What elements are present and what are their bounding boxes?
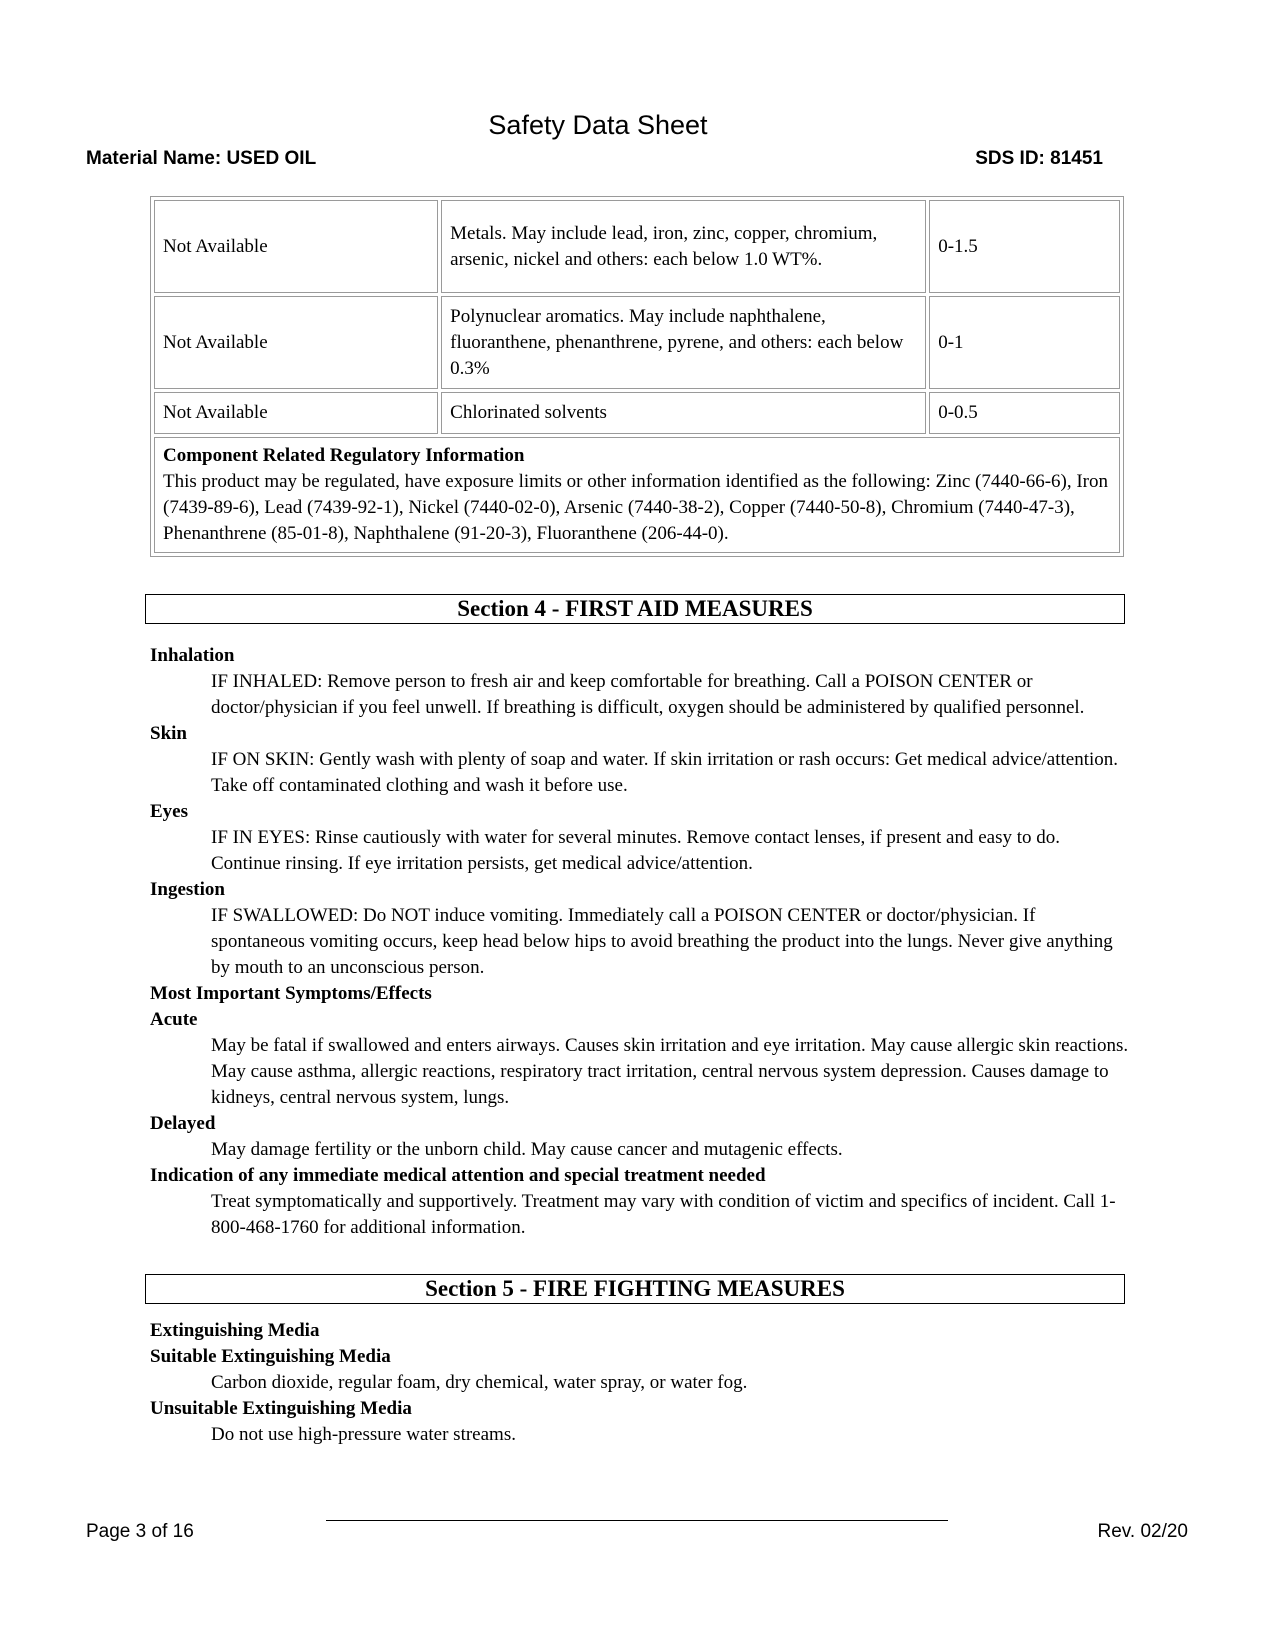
- inhalation-label: Inhalation: [150, 645, 235, 666]
- indication-text: Treat symptomatically and supportively. Treatment may vary with condition of victim and specifics of incident. Call 1-800-468-1760 for additional information.: [211, 1191, 1116, 1238]
- document-title: Safety Data Sheet: [488, 110, 708, 140]
- ingestion-text: IF SWALLOWED: Do NOT induce vomiting. Immediately call a POISON CENTER or doctor/physician. If spontaneous vomiting occurs, keep head below hips to avoid breathing the product into the lungs. Never give anything by mouth to an unconscious person.: [211, 905, 1113, 978]
- section-4-body: [150, 643, 1130, 1241]
- skin-text: IF ON SKIN: Gently wash with plenty of soap and water. If skin irritation or rash occurs: Get medical advice/attention. Take off contaminated clothing and wash it before use.: [211, 749, 1119, 796]
- inhalation-text: IF INHALED: Remove person to fresh air and keep comfortable for breathing. Call a POISON CENTER or doctor/physician if you feel unwell. If breathing is difficult, oxygen should be administered by qualified personnel.: [211, 671, 1085, 718]
- unsuitable-media-text: Do not use high-pressure water streams.: [211, 1424, 516, 1445]
- footer-divider: [326, 1520, 948, 1521]
- material-name: Material Name: USED OIL: [86, 148, 317, 169]
- eyes-text: IF IN EYES: Rinse cautiously with water for several minutes. Remove contact lenses, if present and easy to do. Continue rinsing. If eye irritation persists, get medical advice/attention.: [211, 827, 1060, 874]
- delayed-text: May damage fertility or the unborn child. May cause cancer and mutagenic effects.: [211, 1139, 843, 1160]
- percent-cell: 0-1: [929, 296, 1120, 389]
- suitable-media-text: Carbon dioxide, regular foam, dry chemical, water spray, or water fog.: [211, 1372, 748, 1393]
- page-number: Page 3 of 16: [86, 1521, 194, 1542]
- table-row: [154, 392, 1120, 434]
- table-row: [154, 437, 1120, 553]
- component-name-cell: Polynuclear aromatics. May include naphthalene, fluoranthene, phenanthrene, pyrene, and others: each below 0.3%: [441, 296, 926, 389]
- symptoms-label: Most Important Symptoms/Effects: [150, 983, 432, 1004]
- cas-cell: Not Available: [154, 296, 438, 389]
- acute-text: May be fatal if swallowed and enters airways. Causes skin irritation and eye irritation. May cause allergic skin reactions. May cause asthma, allergic reactions, respiratory tract irritation, central nervous system depression. Causes damage to kidneys, central nervous system, lungs.: [211, 1035, 1129, 1108]
- skin-label: Skin: [150, 723, 187, 744]
- regulatory-info-cell: [154, 437, 1120, 553]
- cas-cell: Not Available: [154, 200, 438, 293]
- component-name-cell: Metals. May include lead, iron, zinc, copper, chromium, arsenic, nickel and others: each below 1.0 WT%.: [441, 200, 926, 293]
- components-table: [150, 196, 1124, 557]
- acute-label: Acute: [150, 1009, 198, 1030]
- regulatory-info-text: This product may be regulated, have exposure limits or other information identified as the following: Zinc (7440-66-6), Iron (7439-89-6), Lead (7439-92-1), Nickel (7440-02-0), Arsenic (7440-38-2), Copper (7440-50-8), Chromium (7440-47-3), Phenanthrene (85-01-8), Naphthalene (91-20-3), Fluoranthene (206-44-0).: [163, 471, 1108, 544]
- eyes-label: Eyes: [150, 801, 188, 822]
- section-4-header: Section 4 - FIRST AID MEASURES: [145, 594, 1125, 624]
- revision-label: Rev. 02/20: [1097, 1521, 1188, 1542]
- section-5-body: [150, 1318, 1130, 1448]
- percent-cell: 0-1.5: [929, 200, 1120, 293]
- section-5-header: Section 5 - FIRE FIGHTING MEASURES: [145, 1274, 1125, 1304]
- cas-cell: Not Available: [154, 392, 438, 434]
- delayed-label: Delayed: [150, 1113, 216, 1134]
- ingestion-label: Ingestion: [150, 879, 225, 900]
- sds-id: SDS ID: 81451: [975, 148, 1103, 169]
- unsuitable-media-label: Unsuitable Extinguishing Media: [150, 1398, 412, 1419]
- percent-cell: 0-0.5: [929, 392, 1120, 434]
- indication-label: Indication of any immediate medical attention and special treatment needed: [150, 1165, 766, 1186]
- regulatory-info-title: Component Related Regulatory Information: [163, 445, 525, 466]
- table-row: [154, 296, 1120, 389]
- extinguishing-media-label: Extinguishing Media: [150, 1320, 320, 1341]
- table-row: [154, 200, 1120, 293]
- component-name-cell: Chlorinated solvents: [441, 392, 926, 434]
- suitable-media-label: Suitable Extinguishing Media: [150, 1346, 391, 1367]
